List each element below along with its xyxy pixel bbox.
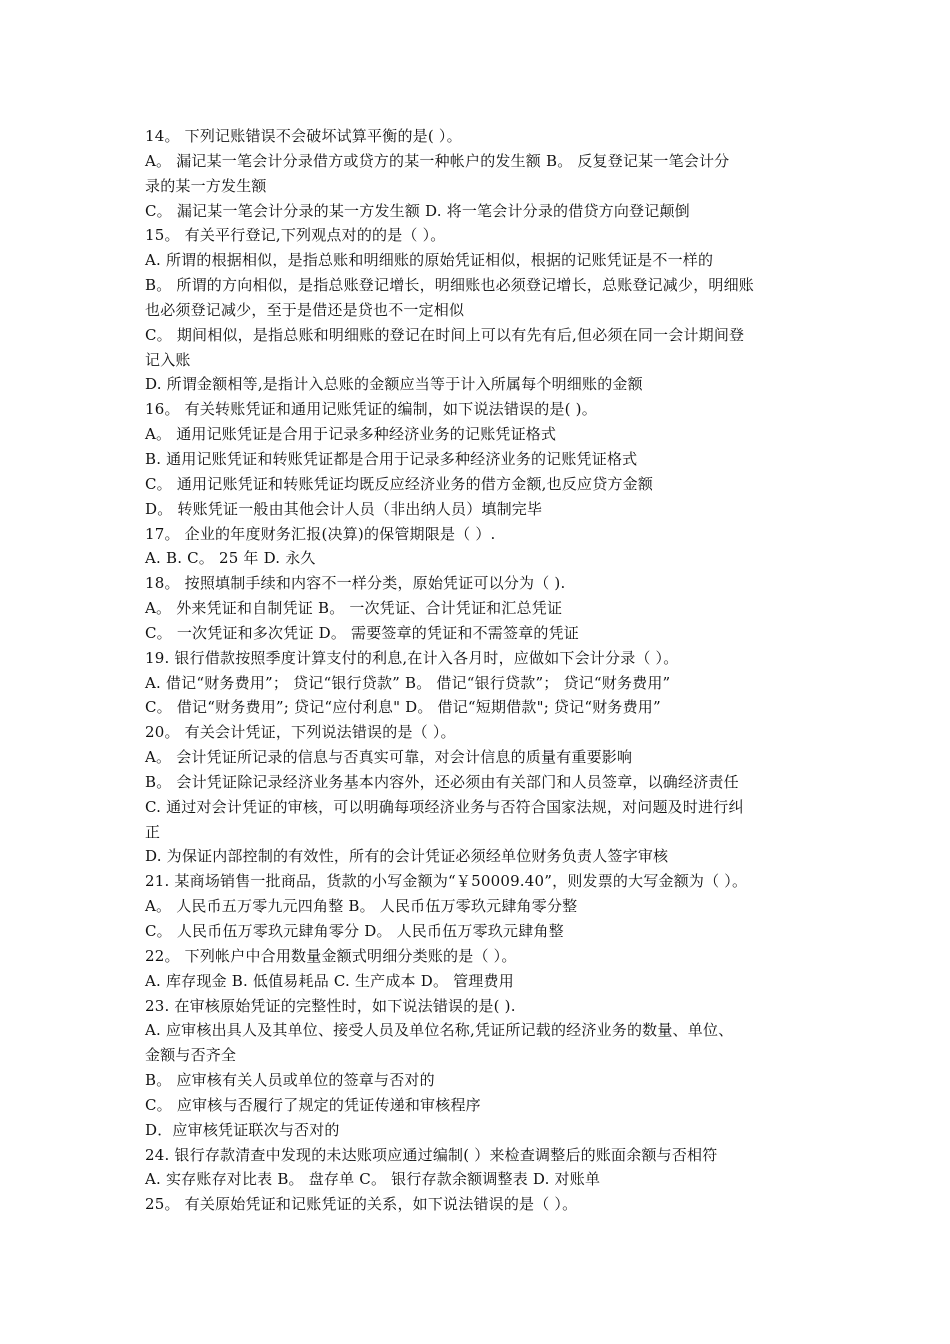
q24-options: A. 实存账存对比表 B。 盘存单 C。 银行存款余额调整表 D. 对账单 bbox=[145, 1170, 601, 1189]
q15-stem: 15。 有关平行登记,下列观点对的的是（ ）。 bbox=[145, 226, 446, 245]
q25-stem: 25。 有关原始凭证和记账凭证的关系，如下说法错误的是（ ）。 bbox=[145, 1195, 578, 1214]
q15-option-c: C。 期间相似，是指总账和明细账的登记在时间上可以有先有后,但必须在同一会计期间登 bbox=[145, 325, 745, 344]
q20-option-d: D. 为保证内部控制的有效性，所有的会计凭证必须经单位财务负责人签字审核 bbox=[145, 847, 669, 866]
q23-option-b: B。 应审核有关人员或单位的签章与否对的 bbox=[145, 1071, 435, 1090]
q15-option-d: D. 所谓金额相等,是指计入总账的金额应当等于计入所属每个明细账的金额 bbox=[145, 375, 643, 394]
q16-option-d: D。 转账凭证一般由其他会计人员（非出纳人员）填制完毕 bbox=[145, 499, 543, 518]
q15-option-b-cont: 也必须登记减少，至于是借还是贷也不一定相似 bbox=[145, 300, 465, 319]
q22-stem: 22。 下列帐户中合用数量金额式明细分类账的是（ ）。 bbox=[145, 946, 517, 965]
q20-option-a: A。 会计凭证所记录的信息与否真实可靠，对会计信息的质量有重要影响 bbox=[145, 748, 633, 767]
q18-stem: 18。 按照填制手续和内容不一样分类，原始凭证可以分为（ ). bbox=[145, 574, 566, 593]
q21-options-ab: A。 人民币五万零九元四角整 B。 人民币伍万零玖元肆角零分整 bbox=[145, 897, 578, 916]
q15-option-a: A. 所谓的根据相似，是指总账和明细账的原始凭证相似，根据的记账凭证是不一样的 bbox=[145, 251, 714, 270]
document-body bbox=[145, 124, 825, 1217]
q15-option-c-cont: 记入账 bbox=[145, 350, 191, 369]
q20-stem: 20。 有关会计凭证，下列说法错误的是（ ）。 bbox=[145, 723, 456, 742]
q14-options-cd: C。 漏记某一笔会计分录的某一方发生额 D. 将一笔会计分录的借贷方向登记颠倒 bbox=[145, 201, 690, 220]
q16-option-c: C。 通用记账凭证和转账凭证均既反应经济业务的借方金额,也反应贷方金额 bbox=[145, 474, 654, 493]
q21-options-cd: C。 人民币伍万零玖元肆角零分 D。 人民币伍万零玖元肆角整 bbox=[145, 922, 564, 940]
q21-stem: 21. 某商场销售一批商品，货款的小写金额为“￥50009.40”，则发票的大写金额为（ ）。 bbox=[145, 872, 748, 891]
q14-options: A。 漏记某一笔会计分录借方或贷方的某一种帐户的发生额 B。 反复登记某一笔会计分 bbox=[145, 151, 730, 170]
q17-stem: 17。 企业的年度财务汇报(决算)的保管期限是（ ）. bbox=[145, 524, 496, 543]
q23-option-a-cont: 金额与否齐全 bbox=[145, 1046, 237, 1065]
q18-options-ab: A。 外来凭证和自制凭证 B。 一次凭证、合计凭证和汇总凭证 bbox=[145, 599, 563, 618]
q16-option-a: A。 通用记账凭证是合用于记录多种经济业务的记账凭证格式 bbox=[145, 425, 557, 444]
q19-stem: 19. 银行借款按照季度计算支付的利息,在计入各月时，应做如下会计分录（ ）。 bbox=[145, 648, 679, 667]
q19-options-cd: C。 借记“财务费用”; 贷记“应付利息" D。 借记“短期借款"; 贷记“财务费用” bbox=[145, 698, 661, 717]
q18-options-cd: C。 一次凭证和多次凭证 D。 需要签章的凭证和不需签章的凭证 bbox=[145, 623, 580, 642]
q16-option-b: B. 通用记账凭证和转账凭证都是合用于记录多种经济业务的记账凭证格式 bbox=[145, 449, 638, 468]
q19-options-ab: A. 借记“财务费用”； 贷记“银行贷款” B。 借记“银行贷款”； 贷记“财务费用” bbox=[145, 673, 671, 692]
q15-option-b: B。 所谓的方向相似，是指总账登记增长，明细账也必须登记增长，总账登记减少，明细账 bbox=[145, 276, 754, 295]
q20-option-b: B。 会计凭证除记录经济业务基本内容外，还必须由有关部门和人员签章，以确经济责任 bbox=[145, 772, 739, 791]
q14-stem: 14。 下列记账错误不会破坏试算平衡的是( ）。 bbox=[145, 127, 462, 145]
q23-stem: 23. 在审核原始凭证的完整性时，如下说法错误的是( ). bbox=[145, 996, 516, 1015]
q17-options: A. B. C。 25 年 D. 永久 bbox=[145, 549, 316, 568]
q24-stem: 24. 银行存款清查中发现的未达账项应通过编制( ）来检查调整后的账面余额与否相符 bbox=[145, 1145, 718, 1164]
q20-option-c-cont: 正 bbox=[145, 822, 161, 841]
q23-option-a: A. 应审核出具人及其单位、接受人员及单位名称,凭证所记载的经济业务的数量、单位、 bbox=[145, 1021, 734, 1040]
q16-stem: 16。 有关转账凭证和通用记账凭证的编制，如下说法错误的是( )。 bbox=[145, 400, 597, 419]
q23-option-d: D．应审核凭证联次与否对的 bbox=[145, 1120, 340, 1139]
q22-options: A. 库存现金 B. 低值易耗品 C. 生产成本 D。 管理费用 bbox=[145, 971, 514, 990]
q14-options-cont: 录的某一方发生额 bbox=[145, 176, 267, 195]
q20-option-c: C. 通过对会计凭证的审核，可以明确每项经济业务与否符合国家法规，对问题及时进行纠 bbox=[145, 797, 744, 816]
q23-option-c: C。 应审核与否履行了规定的凭证传递和审核程序 bbox=[145, 1095, 481, 1114]
